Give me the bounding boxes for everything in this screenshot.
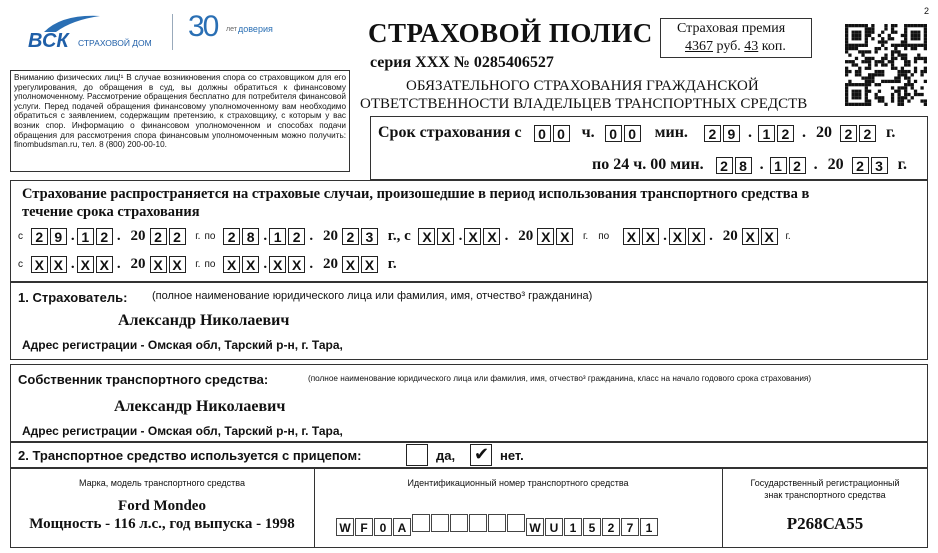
period2-from-day: X	[418, 228, 435, 245]
vehicle-make-header: Марка, модель транспортного средства	[79, 478, 245, 488]
term-hour-digit: 0	[534, 125, 551, 142]
hours-label: ч.	[581, 124, 595, 141]
vin-cell: 1	[640, 518, 658, 536]
vin-cell	[469, 514, 487, 532]
owner-hint: (полное наименование юридического лица или фамилия, имя, отчество³ гражданина, класс на начало годового срока страхования)	[308, 374, 812, 383]
term-from-row: Срок страхования с 0 0 ч. 0 0 мин. 2 9 . 1 2 . 20 2 2 г.	[378, 124, 896, 142]
trailer-no-checkbox[interactable]	[470, 444, 492, 466]
notice-box	[10, 70, 350, 172]
period2-from-year: X	[556, 228, 573, 245]
plate-header-1: Государственный регистрационный	[750, 478, 900, 488]
insurer-name: Александр Николаевич	[118, 312, 290, 329]
year-label: г.	[387, 256, 397, 272]
period1-to-year: 2	[342, 228, 359, 245]
year-prefix: 20	[722, 228, 738, 244]
page-number: 2	[924, 6, 930, 16]
owner-heading: Собственник транспортного средства:	[18, 372, 269, 387]
year-label: г.	[195, 259, 201, 271]
vin-cell: 0	[374, 518, 392, 536]
period1-to-month: 1	[269, 228, 286, 245]
trailer-yes-label: да,	[436, 448, 456, 463]
term-minute-digit: 0	[605, 125, 622, 142]
vehicle-make: Ford Mondeo	[118, 498, 206, 514]
plate-number: Р268СА55	[786, 514, 864, 533]
term-to-day-digit: 2	[716, 157, 733, 174]
period3-from-month: X	[96, 256, 113, 273]
vin-cell: F	[355, 518, 373, 536]
trailer-yes-checkbox[interactable]	[406, 444, 428, 466]
period3-to-month: X	[269, 256, 286, 273]
from-label: с	[18, 259, 23, 271]
period2-to-year: X	[761, 228, 778, 245]
term-year-digit: 2	[859, 125, 876, 142]
period1-from-year: 2	[150, 228, 167, 245]
term-year-digit: 2	[840, 125, 857, 142]
vin-cells	[336, 514, 659, 537]
period2-from-month: X	[483, 228, 500, 245]
vin-cell: W	[336, 518, 354, 536]
term-to-row: по 24 ч. 00 мин. 2 8 . 1 2 . 20 2 3 г.	[592, 156, 908, 174]
year-prefix: 20	[518, 228, 534, 244]
year-prefix: 20	[130, 256, 146, 272]
vin-cell: 2	[602, 518, 620, 536]
period2-to-day: X	[642, 228, 659, 245]
term-month-digit: 2	[777, 125, 794, 142]
period3-to-day: X	[223, 256, 240, 273]
plate-header-2: знак транспортного средства	[764, 490, 886, 500]
premium-box	[660, 18, 812, 58]
checkmark-icon: ✔	[474, 444, 490, 464]
anniversary-number: 30	[188, 10, 218, 43]
year-label: г.	[897, 156, 908, 173]
period3-from-day: X	[50, 256, 67, 273]
anniversary-trust: доверия	[238, 24, 273, 34]
term-to-label: по 24 ч. 00 мин.	[592, 156, 704, 173]
period1-to-day: 8	[242, 228, 259, 245]
period1-from-day: 2	[31, 228, 48, 245]
period3-to-month: X	[288, 256, 305, 273]
vin-cell	[412, 514, 430, 532]
logo-text: ВСК	[28, 30, 69, 52]
premium-kop-label: коп.	[761, 39, 786, 54]
period3-to-year: X	[361, 256, 378, 273]
to-label: по	[204, 231, 216, 243]
vin-cell	[431, 514, 449, 532]
term-hour-digit: 0	[553, 125, 570, 142]
period2-to-month: X	[669, 228, 686, 245]
period2-from-day: X	[437, 228, 454, 245]
period3-from-month: X	[77, 256, 94, 273]
coverage-period-row-2: с X X . X X . 20 X X г. по X X . X X . 20 X X г.	[18, 256, 397, 274]
period1-to-day: 2	[223, 228, 240, 245]
premium-label: Страховая премия	[677, 21, 786, 36]
series-number: 0285406527	[473, 54, 554, 71]
vin-cell: 7	[621, 518, 639, 536]
year-label: г.	[195, 231, 201, 243]
period2-to-year: X	[742, 228, 759, 245]
minutes-label: мин.	[654, 124, 688, 141]
trailer-no-label: нет.	[500, 448, 524, 463]
logo-subtext: СТРАХОВОЙ ДОМ	[78, 38, 152, 48]
term-month-digit: 1	[758, 125, 775, 142]
insurer-hint: (полное наименование юридического лица или фамилия, имя, отчество³ гражданина)	[152, 290, 593, 302]
year-prefix: 20	[130, 228, 146, 244]
subtitle-line2: ОТВЕТСТВЕННОСТИ ВЛАДЕЛЬЦЕВ ТРАНСПОРТНЫХ СРЕДСТВ	[360, 96, 808, 112]
year-comma-label: г., с	[387, 228, 411, 244]
year-label: г.	[885, 124, 896, 141]
premium-rub-label: руб.	[716, 39, 741, 54]
from-label: с	[18, 231, 23, 243]
term-to-month-digit: 1	[770, 157, 787, 174]
coverage-period-row-1: с 2 9 . 1 2 . 20 2 2 г. по 2 8 . 1 2 . 20 2 3 г., с X X . X X . 20 X X г. по X X . X X . 20 X X г.	[18, 228, 791, 246]
policy-title: СТРАХОВОЙ ПОЛИС	[368, 18, 653, 48]
period3-to-year: X	[342, 256, 359, 273]
vin-cell: W	[526, 518, 544, 536]
to-label: по	[204, 259, 216, 271]
logo-divider	[172, 14, 173, 50]
series-line	[370, 54, 554, 72]
term-to-year-digit: 2	[852, 157, 869, 174]
period2-from-year: X	[537, 228, 554, 245]
period1-from-month: 2	[96, 228, 113, 245]
vsk-logo	[28, 12, 168, 54]
vin-cell	[450, 514, 468, 532]
insurer-address: Адрес регистрации - Омская обл, Тарский р-н, г. Тара,	[22, 338, 343, 352]
period1-to-month: 2	[288, 228, 305, 245]
vin-cell	[488, 514, 506, 532]
premium-amount	[685, 39, 786, 55]
year-label: г.	[785, 231, 791, 243]
premium-rub: 4367	[685, 39, 713, 54]
period3-to-day: X	[242, 256, 259, 273]
vin-cell	[507, 514, 525, 532]
year-label: г.	[582, 231, 589, 243]
coverage-text-2: течение срока страхования	[22, 204, 200, 220]
year-prefix: 20	[322, 228, 338, 244]
vin-header: Идентификационный номер транспортного средства	[407, 478, 629, 488]
period1-to-year: 3	[361, 228, 378, 245]
period1-from-day: 9	[50, 228, 67, 245]
term-label: Срок страхования с	[378, 124, 522, 141]
trailer-question: 2. Транспортное средство используется с прицепом:	[18, 448, 362, 463]
term-day-digit: 2	[704, 125, 721, 142]
premium-kop: 43	[744, 39, 759, 54]
notice-text: Вниманию физических лиц!¹ В случае возникновения спора со страховщиком для его урегулирования, до обращения в суд, вы должны обратиться к финансовому уполномоченному. Рассмотрение обращения бесплатно для потребителя финансовой услуги. Перед подачей обращения финансовому уполномоченному вам необходимо обратиться с заявлением, содержащим претензию, к страховщику, с которым у вас возник спор. Информацию о финансовом уполномоченном и способах подачи обращения для рассмотрения спора финансовым уполномоченным можно получить: finombudsman.ru, тел. 8 (800) 200-00-10.	[14, 73, 346, 150]
series-label: серия ХХХ №	[370, 54, 470, 71]
period3-from-day: X	[31, 256, 48, 273]
term-to-year-digit: 3	[871, 157, 888, 174]
to-label: по	[598, 231, 610, 243]
period1-from-year: 2	[169, 228, 186, 245]
period3-from-year: X	[169, 256, 186, 273]
vin-cell: 5	[583, 518, 601, 536]
qr-code-icon	[845, 24, 927, 106]
subtitle-line1: ОБЯЗАТЕЛЬНОГО СТРАХОВАНИЯ ГРАЖДАНСКОЙ	[406, 78, 759, 94]
vin-cell: U	[545, 518, 563, 536]
owner-name: Александр Николаевич	[114, 398, 286, 415]
term-to-day-digit: 8	[735, 157, 752, 174]
vin-cell: 1	[564, 518, 582, 536]
period1-from-month: 1	[77, 228, 94, 245]
vehicle-power: Мощность - 116 л.с., год выпуска - 1998	[29, 516, 295, 532]
insurer-heading: 1. Страхователь:	[18, 290, 128, 305]
term-minute-digit: 0	[624, 125, 641, 142]
term-year-prefix: 20	[815, 124, 832, 141]
period2-to-month: X	[688, 228, 705, 245]
term-day-digit: 9	[723, 125, 740, 142]
coverage-text-1: Страхование распространяется на страховые случаи, произошедшие в период использования транспортного средства в	[22, 186, 810, 202]
period3-from-year: X	[150, 256, 167, 273]
term-to-year-prefix: 20	[827, 156, 844, 173]
period2-from-month: X	[464, 228, 481, 245]
year-prefix: 20	[322, 256, 338, 272]
owner-address: Адрес регистрации - Омская обл, Тарский р-н, г. Тара,	[22, 424, 343, 438]
anniversary-badge	[188, 12, 278, 52]
vin-cell: A	[393, 518, 411, 536]
period2-to-day: X	[623, 228, 640, 245]
anniversary-years: лет	[226, 26, 237, 33]
term-to-month-digit: 2	[789, 157, 806, 174]
